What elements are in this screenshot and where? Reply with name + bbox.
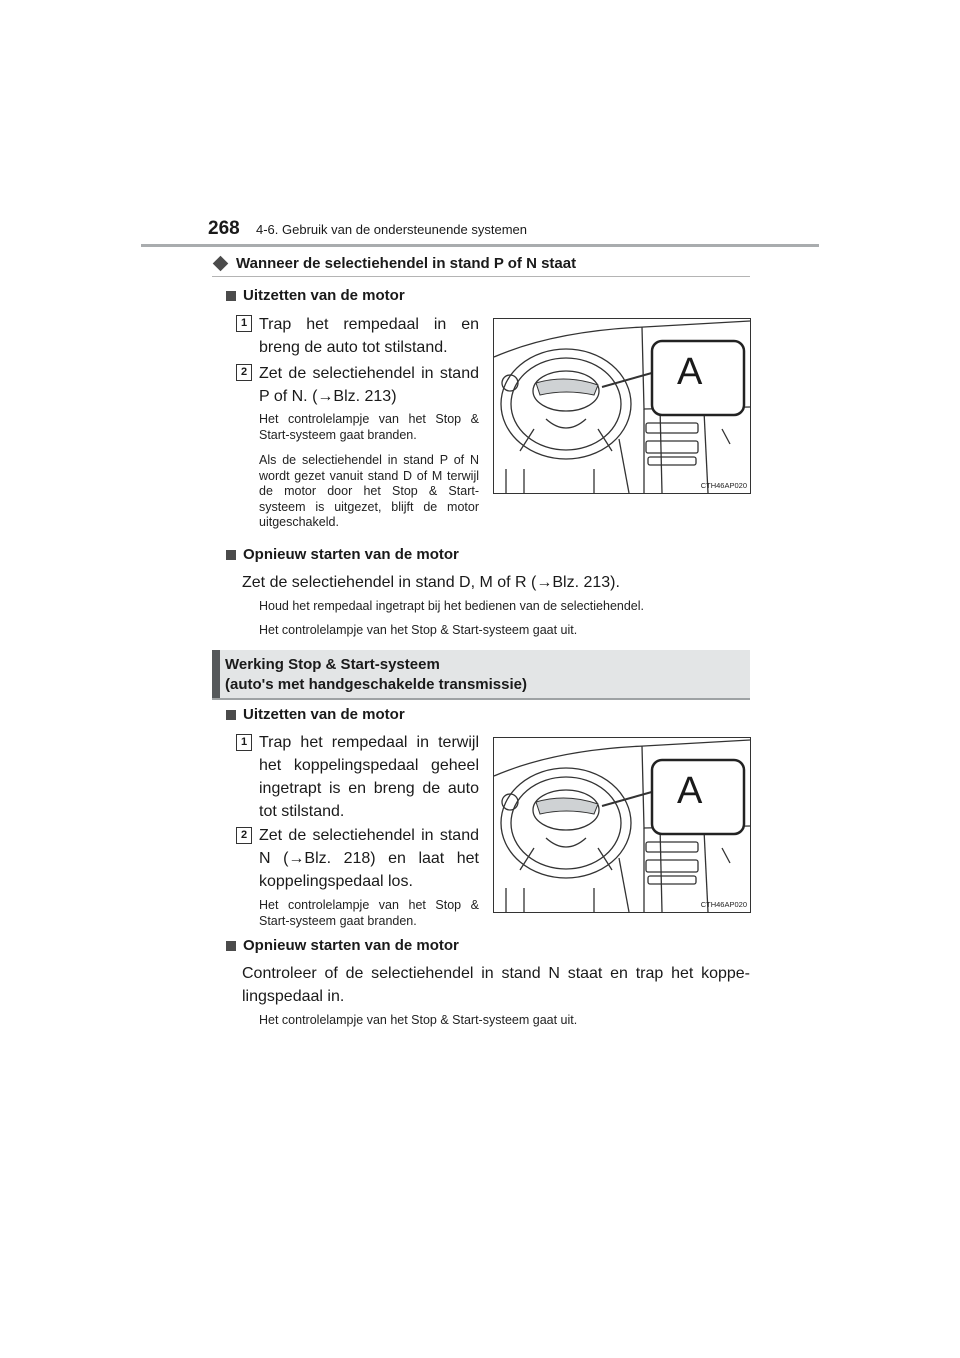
page-number: 268: [208, 218, 240, 239]
note-engine-stays-off: Als de selectiehendel in stand P of N wordt gezet vanuit stand D of M terwijl de motor door het Stop & Start-systeem is uitgezet, blijft de motor uitgeschakeld.: [259, 453, 479, 529]
subheading-text: Opnieuw starten van de motor: [243, 937, 459, 954]
step-number-2: 2: [236, 364, 252, 381]
note-indicator-off: Het controlelampje van het Stop & Start-systeem gaat uit.: [259, 623, 578, 637]
step-text-1: Trap het rempedaal in terwijl het koppelingspedaal geheel ingetrapt is en breng de auto tot stilstand.: [259, 734, 479, 820]
subheading-text: Uitzetten van de motor: [243, 287, 405, 304]
restart-instruction: Zet de selectiehendel in stand D, M of R (→Blz. 213).: [242, 574, 620, 591]
subheading-restart-engine: [226, 546, 459, 563]
dashboard-illustration-1: [493, 318, 751, 494]
subheading-text: Uitzetten van de motor: [243, 706, 405, 723]
step-number-1: 1: [236, 315, 252, 332]
note-keep-brake: Houd het rempedaal ingetrapt bij het bedienen van de selectiehendel.: [259, 599, 644, 613]
dashboard-illustration-2: [493, 737, 751, 913]
step-text-2: Zet de selectiehendel in stand P of N. (→Blz. 213): [259, 365, 479, 405]
banner-title-line-1: Werking Stop & Start-systeem: [225, 656, 440, 673]
figure-code: CTH46AP020: [700, 900, 747, 909]
note-indicator-off: Het controlelampje van het Stop & Start-systeem gaat uit.: [259, 1013, 578, 1027]
square-bullet-icon: [226, 550, 236, 560]
step-number-2: 2: [236, 827, 252, 844]
section-banner-manual: [212, 650, 750, 700]
banner-accent-bar: [212, 650, 220, 698]
square-bullet-icon: [226, 941, 236, 951]
header-rule: [141, 244, 819, 247]
note-indicator-on: Het controlelampje van het Stop & Start-systeem gaat branden.: [259, 412, 479, 442]
chapter-title: 4-6. Gebruik van de ondersteunende systemen: [256, 222, 528, 237]
restart-instruction: Controleer of de selectiehendel in stand N staat en trap het koppe-lingspedaal in.: [242, 965, 750, 1005]
square-bullet-icon: [226, 291, 236, 301]
diamond-bullet-icon: [213, 256, 229, 272]
note-indicator-on: Het controlelampje van het Stop & Start-systeem gaat branden.: [259, 898, 479, 928]
square-bullet-icon: [226, 710, 236, 720]
subheading-restart-engine-manual: [226, 937, 459, 954]
subheading-text: Opnieuw starten van de motor: [243, 546, 459, 563]
section-heading-p-n: [212, 255, 576, 272]
banner-title: [225, 655, 527, 695]
subheading-stop-engine: [226, 287, 405, 304]
subheading-stop-engine-manual: [226, 706, 405, 723]
figure-code: CTH46AP020: [700, 481, 747, 490]
section-heading-text: Wanneer de selectiehendel in stand P of N staat: [236, 255, 577, 272]
step-text-1: Trap het rempedaal in en breng de auto tot stilstand.: [259, 316, 479, 356]
step-text-2: Zet de selectiehendel in stand N (→Blz. 218) en laat het koppelingspedaal los.: [259, 827, 479, 890]
callout-label-a: A: [677, 351, 703, 393]
callout-label-a: A: [677, 770, 703, 812]
step-number-1: 1: [236, 734, 252, 751]
banner-title-line-2: (auto's met handgeschakelde transmissie): [225, 676, 527, 693]
section-heading-rule: [212, 276, 750, 277]
